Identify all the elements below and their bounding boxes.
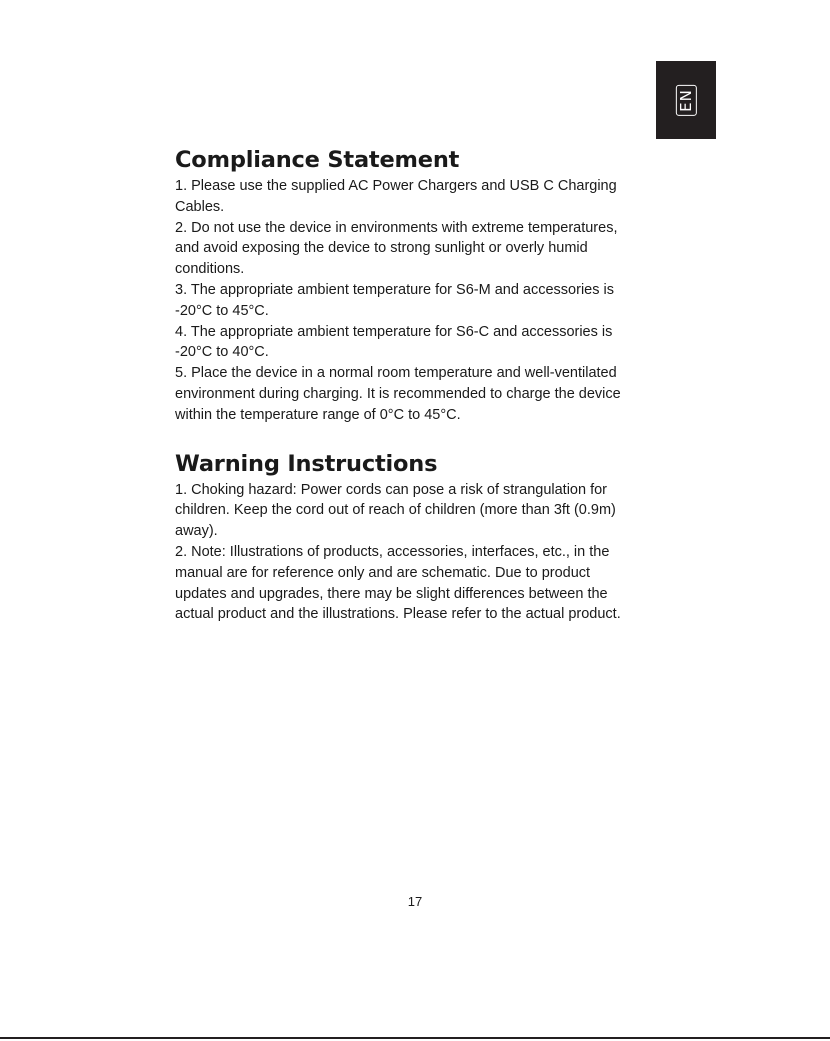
language-tab xyxy=(656,61,716,139)
compliance-line: 1. Please use the supplied AC Power Chargers and USB C Charging xyxy=(175,178,617,194)
warning-title: Warning Instructions xyxy=(175,450,438,477)
compliance-line: conditions. xyxy=(175,261,245,278)
bottom-divider xyxy=(0,1037,830,1039)
page-content xyxy=(175,144,665,625)
warning-line: manual are for reference only and are schematic. Due to product xyxy=(175,564,591,581)
warning-line: updates and upgrades, there may be slight differences between the xyxy=(175,585,608,602)
compliance-section xyxy=(175,144,665,426)
warning-line: away). xyxy=(175,523,218,540)
language-label: EN xyxy=(675,85,696,116)
compliance-line: within the temperature range of 0°C to 45°C. xyxy=(175,406,461,423)
warning-section xyxy=(175,448,665,626)
compliance-line: 5. Place the device in a normal room temperature and well-ventilated xyxy=(175,365,617,382)
warning-line: children. Keep the cord out of reach of children (more than 3ft (0.9m) xyxy=(175,502,616,519)
compliance-line: Cables. xyxy=(175,198,225,215)
compliance-line: -20°C to 40°C. xyxy=(175,344,269,361)
compliance-line: environment during charging. It is recommended to charge the device xyxy=(175,385,621,402)
compliance-line: 4. The appropriate ambient temperature for S6-C and accessories is xyxy=(175,323,613,340)
compliance-title: Compliance Statement xyxy=(175,147,460,173)
section-spacer xyxy=(175,426,665,448)
compliance-line: and avoid exposing the device to strong sunlight or overly humid xyxy=(175,240,588,257)
compliance-line: 2. Do not use the device in environments with extreme temperatures, xyxy=(175,219,618,236)
compliance-line: -20°C to 45°C. xyxy=(175,302,269,319)
warning-line: 2. Note: Illustrations of products, accessories, interfaces, etc., in the xyxy=(175,543,610,560)
warning-line: 1. Choking hazard: Power cords can pose a risk of strangulation for xyxy=(175,481,608,498)
compliance-line: 3. The appropriate ambient temperature for S6-M and accessories is xyxy=(175,281,614,298)
page-number: 17 xyxy=(407,894,423,909)
warning-line: actual product and the illustrations. Please refer to the actual product. xyxy=(175,606,621,623)
